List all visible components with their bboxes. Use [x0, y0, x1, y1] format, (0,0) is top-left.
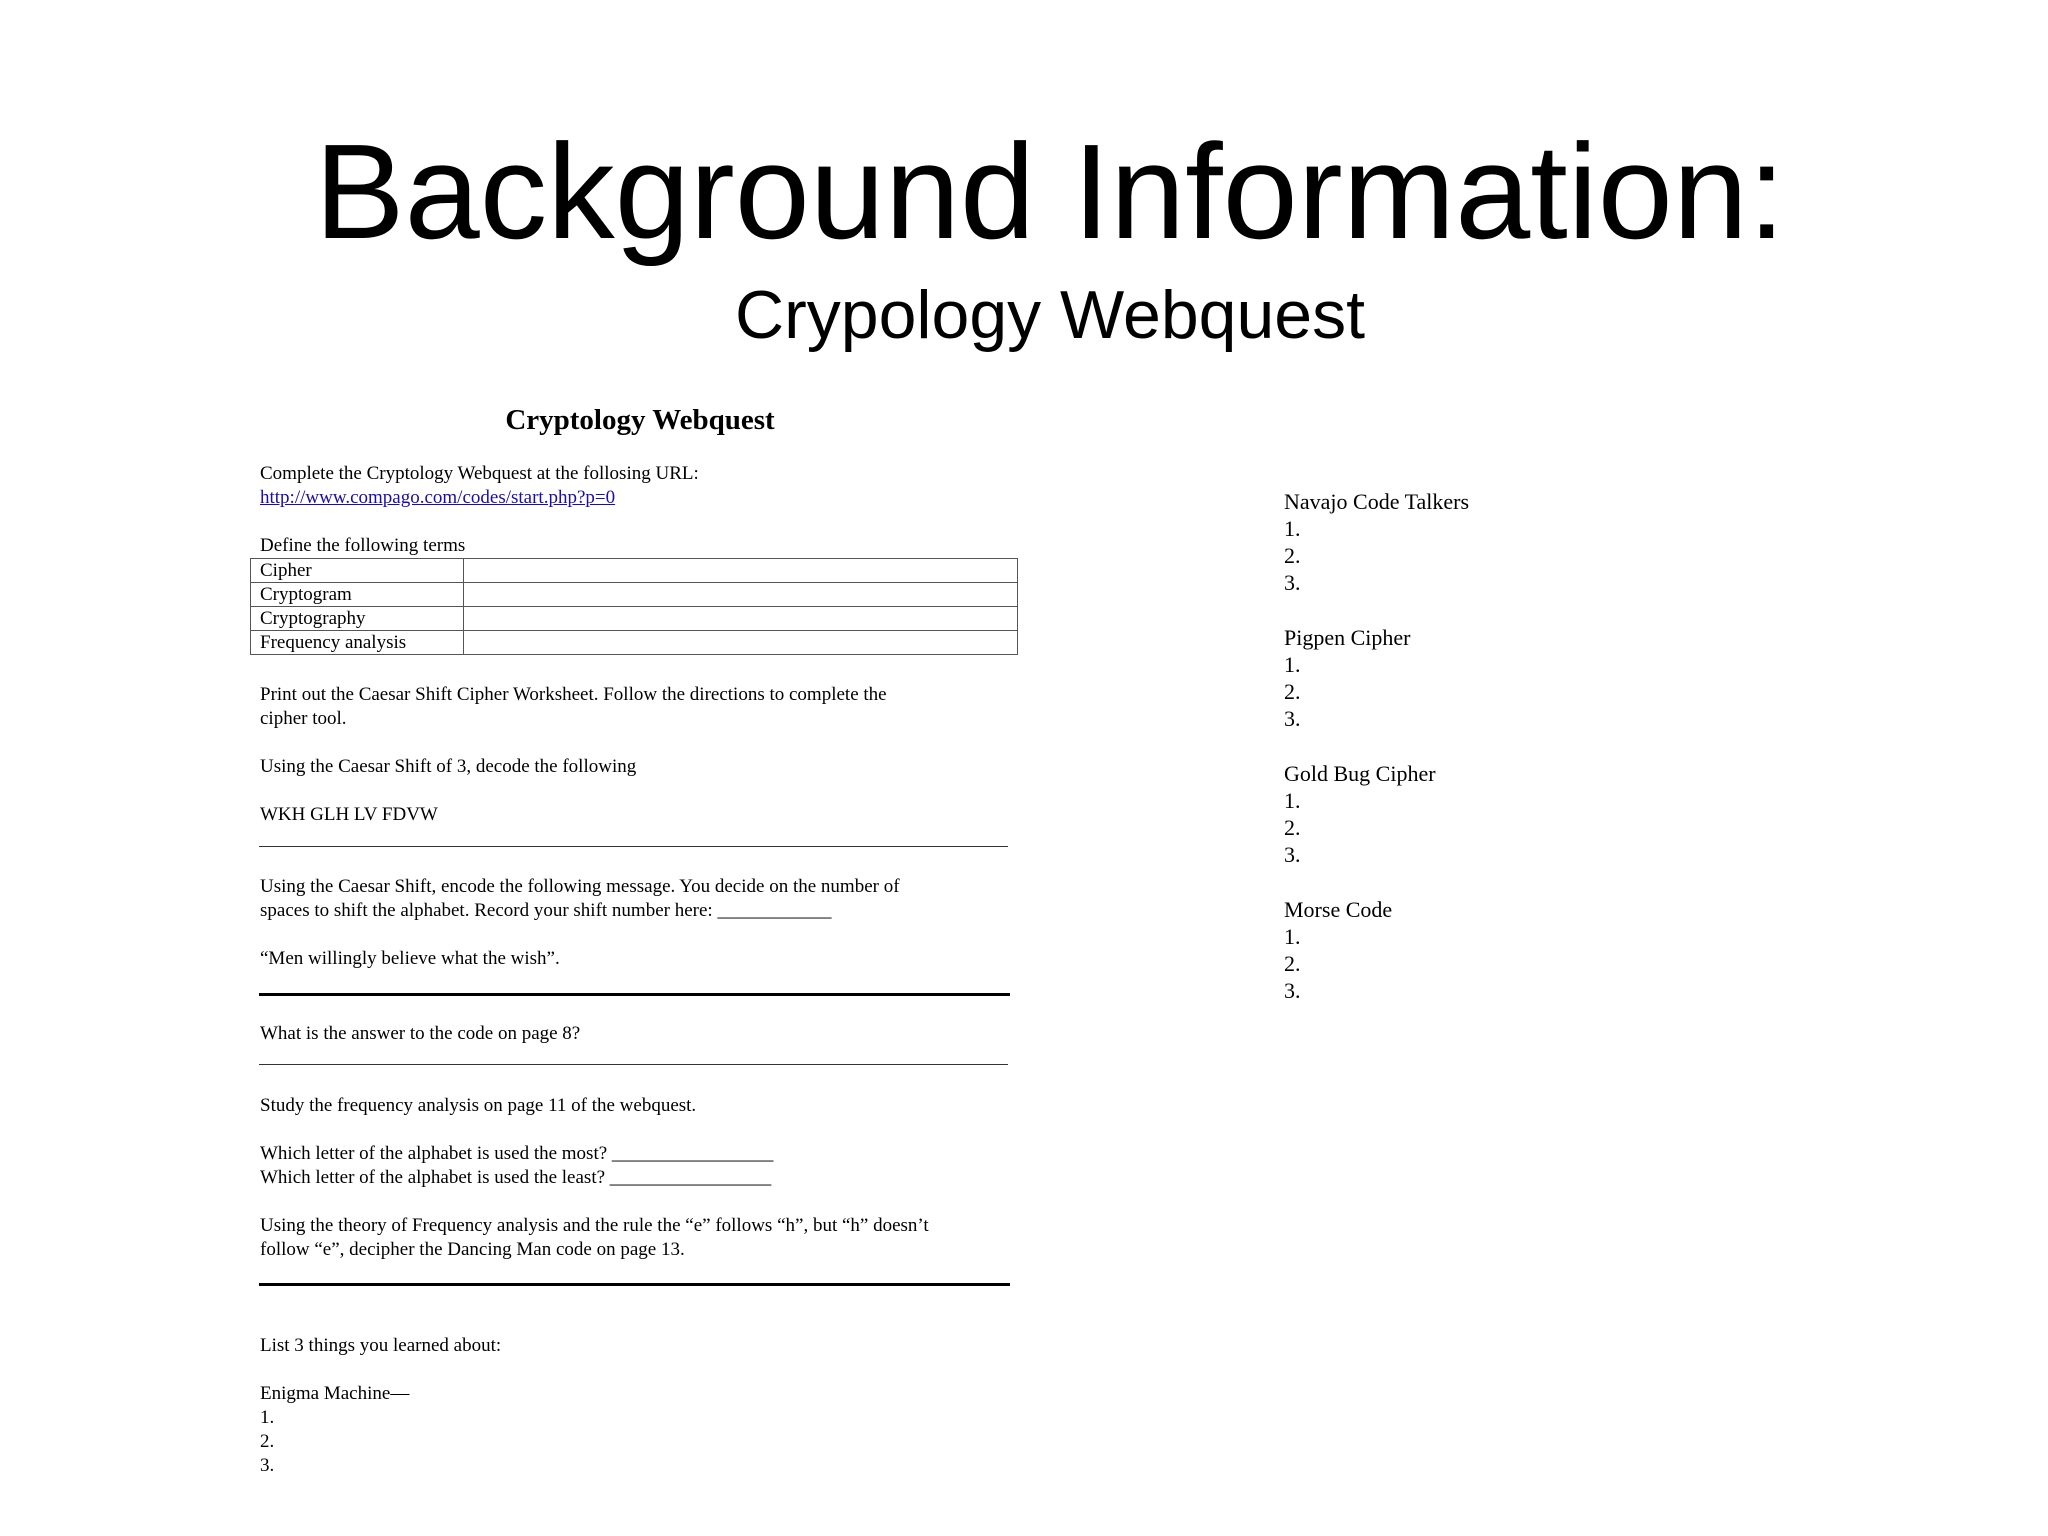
answer-line-thick[interactable]	[259, 1283, 1010, 1286]
list-item: 1.	[260, 1407, 275, 1428]
table-row	[251, 583, 1018, 607]
list-item: 3.	[1284, 842, 1301, 867]
page8-question: What is the answer to the code on page 8?	[260, 1023, 581, 1044]
decode-prompt: Using the Caesar Shift of 3, decode the following	[260, 756, 637, 777]
definition-cell[interactable]	[464, 631, 1018, 655]
encode-instructions-line1: Using the Caesar Shift, encode the following message. You decide on the number of	[260, 876, 900, 897]
slide-subtitle: Crypology Webquest	[735, 277, 1365, 353]
encode-instructions-line2: spaces to shift the alphabet. Record your shift number here: ____________	[260, 900, 832, 921]
definition-cell[interactable]	[464, 607, 1018, 631]
list-item: 2.	[260, 1431, 275, 1452]
enigma-heading: Enigma Machine—	[260, 1383, 410, 1404]
frequency-study-text: Study the frequency analysis on page 11 of the webquest.	[260, 1095, 697, 1116]
define-terms-label: Define the following terms	[260, 535, 466, 556]
answer-line[interactable]	[259, 1064, 1008, 1065]
frequency-theory-line2: follow “e”, decipher the Dancing Man code on page 13.	[260, 1239, 685, 1260]
topic-heading-morse: Morse Code	[1284, 897, 1393, 922]
list-item: 1.	[1284, 516, 1301, 541]
list-item: 1.	[1284, 788, 1301, 813]
terms-table	[250, 558, 1018, 655]
term-cell: Frequency analysis	[251, 631, 464, 655]
list-item: 2.	[1284, 679, 1301, 704]
list-item: 1.	[1284, 652, 1301, 677]
list-item: 3.	[1284, 570, 1301, 595]
most-used-letter-question: Which letter of the alphabet is used the most? _________________	[260, 1143, 774, 1164]
topic-heading-pigpen: Pigpen Cipher	[1284, 625, 1411, 650]
webquest-url-link[interactable]: http://www.compago.com/codes/start.php?p=0	[260, 487, 616, 508]
table-row	[251, 607, 1018, 631]
term-cell: Cryptography	[251, 607, 464, 631]
intro-text: Complete the Cryptology Webquest at the follosing URL:	[260, 463, 699, 484]
list-item: 2.	[1284, 951, 1301, 976]
caesar-instructions-line2: cipher tool.	[260, 708, 347, 729]
table-row	[251, 631, 1018, 655]
least-used-letter-question: Which letter of the alphabet is used the least? _________________	[260, 1167, 772, 1188]
frequency-theory-line1: Using the theory of Frequency analysis and the rule the “e” follows “h”, but “h” doesn’t	[260, 1215, 929, 1236]
list-item: 3.	[1284, 978, 1301, 1003]
term-cell: Cipher	[251, 559, 464, 583]
table-row	[251, 559, 1018, 583]
caesar-instructions-line1: Print out the Caesar Shift Cipher Worksheet. Follow the directions to complete the	[260, 684, 887, 705]
worksheet-title: Cryptology Webquest	[505, 404, 775, 436]
list-item: 2.	[1284, 543, 1301, 568]
topic-heading-navajo: Navajo Code Talkers	[1284, 489, 1470, 514]
list-item: 3.	[260, 1455, 275, 1476]
list-item: 3.	[1284, 706, 1301, 731]
topic-heading-gold-bug: Gold Bug Cipher	[1284, 761, 1436, 786]
answer-line[interactable]	[259, 846, 1008, 847]
definition-cell[interactable]	[464, 583, 1018, 607]
cipher-text: WKH GLH LV FDVW	[260, 804, 438, 825]
answer-line-thick[interactable]	[259, 993, 1010, 996]
slide-title: Background Information:	[314, 116, 1786, 267]
list-item: 1.	[1284, 924, 1301, 949]
quote-text: “Men willingly believe what the wish”.	[260, 948, 560, 969]
definition-cell[interactable]	[464, 559, 1018, 583]
list-prompt: List 3 things you learned about:	[260, 1335, 502, 1356]
term-cell: Cryptogram	[251, 583, 464, 607]
list-item: 2.	[1284, 815, 1301, 840]
